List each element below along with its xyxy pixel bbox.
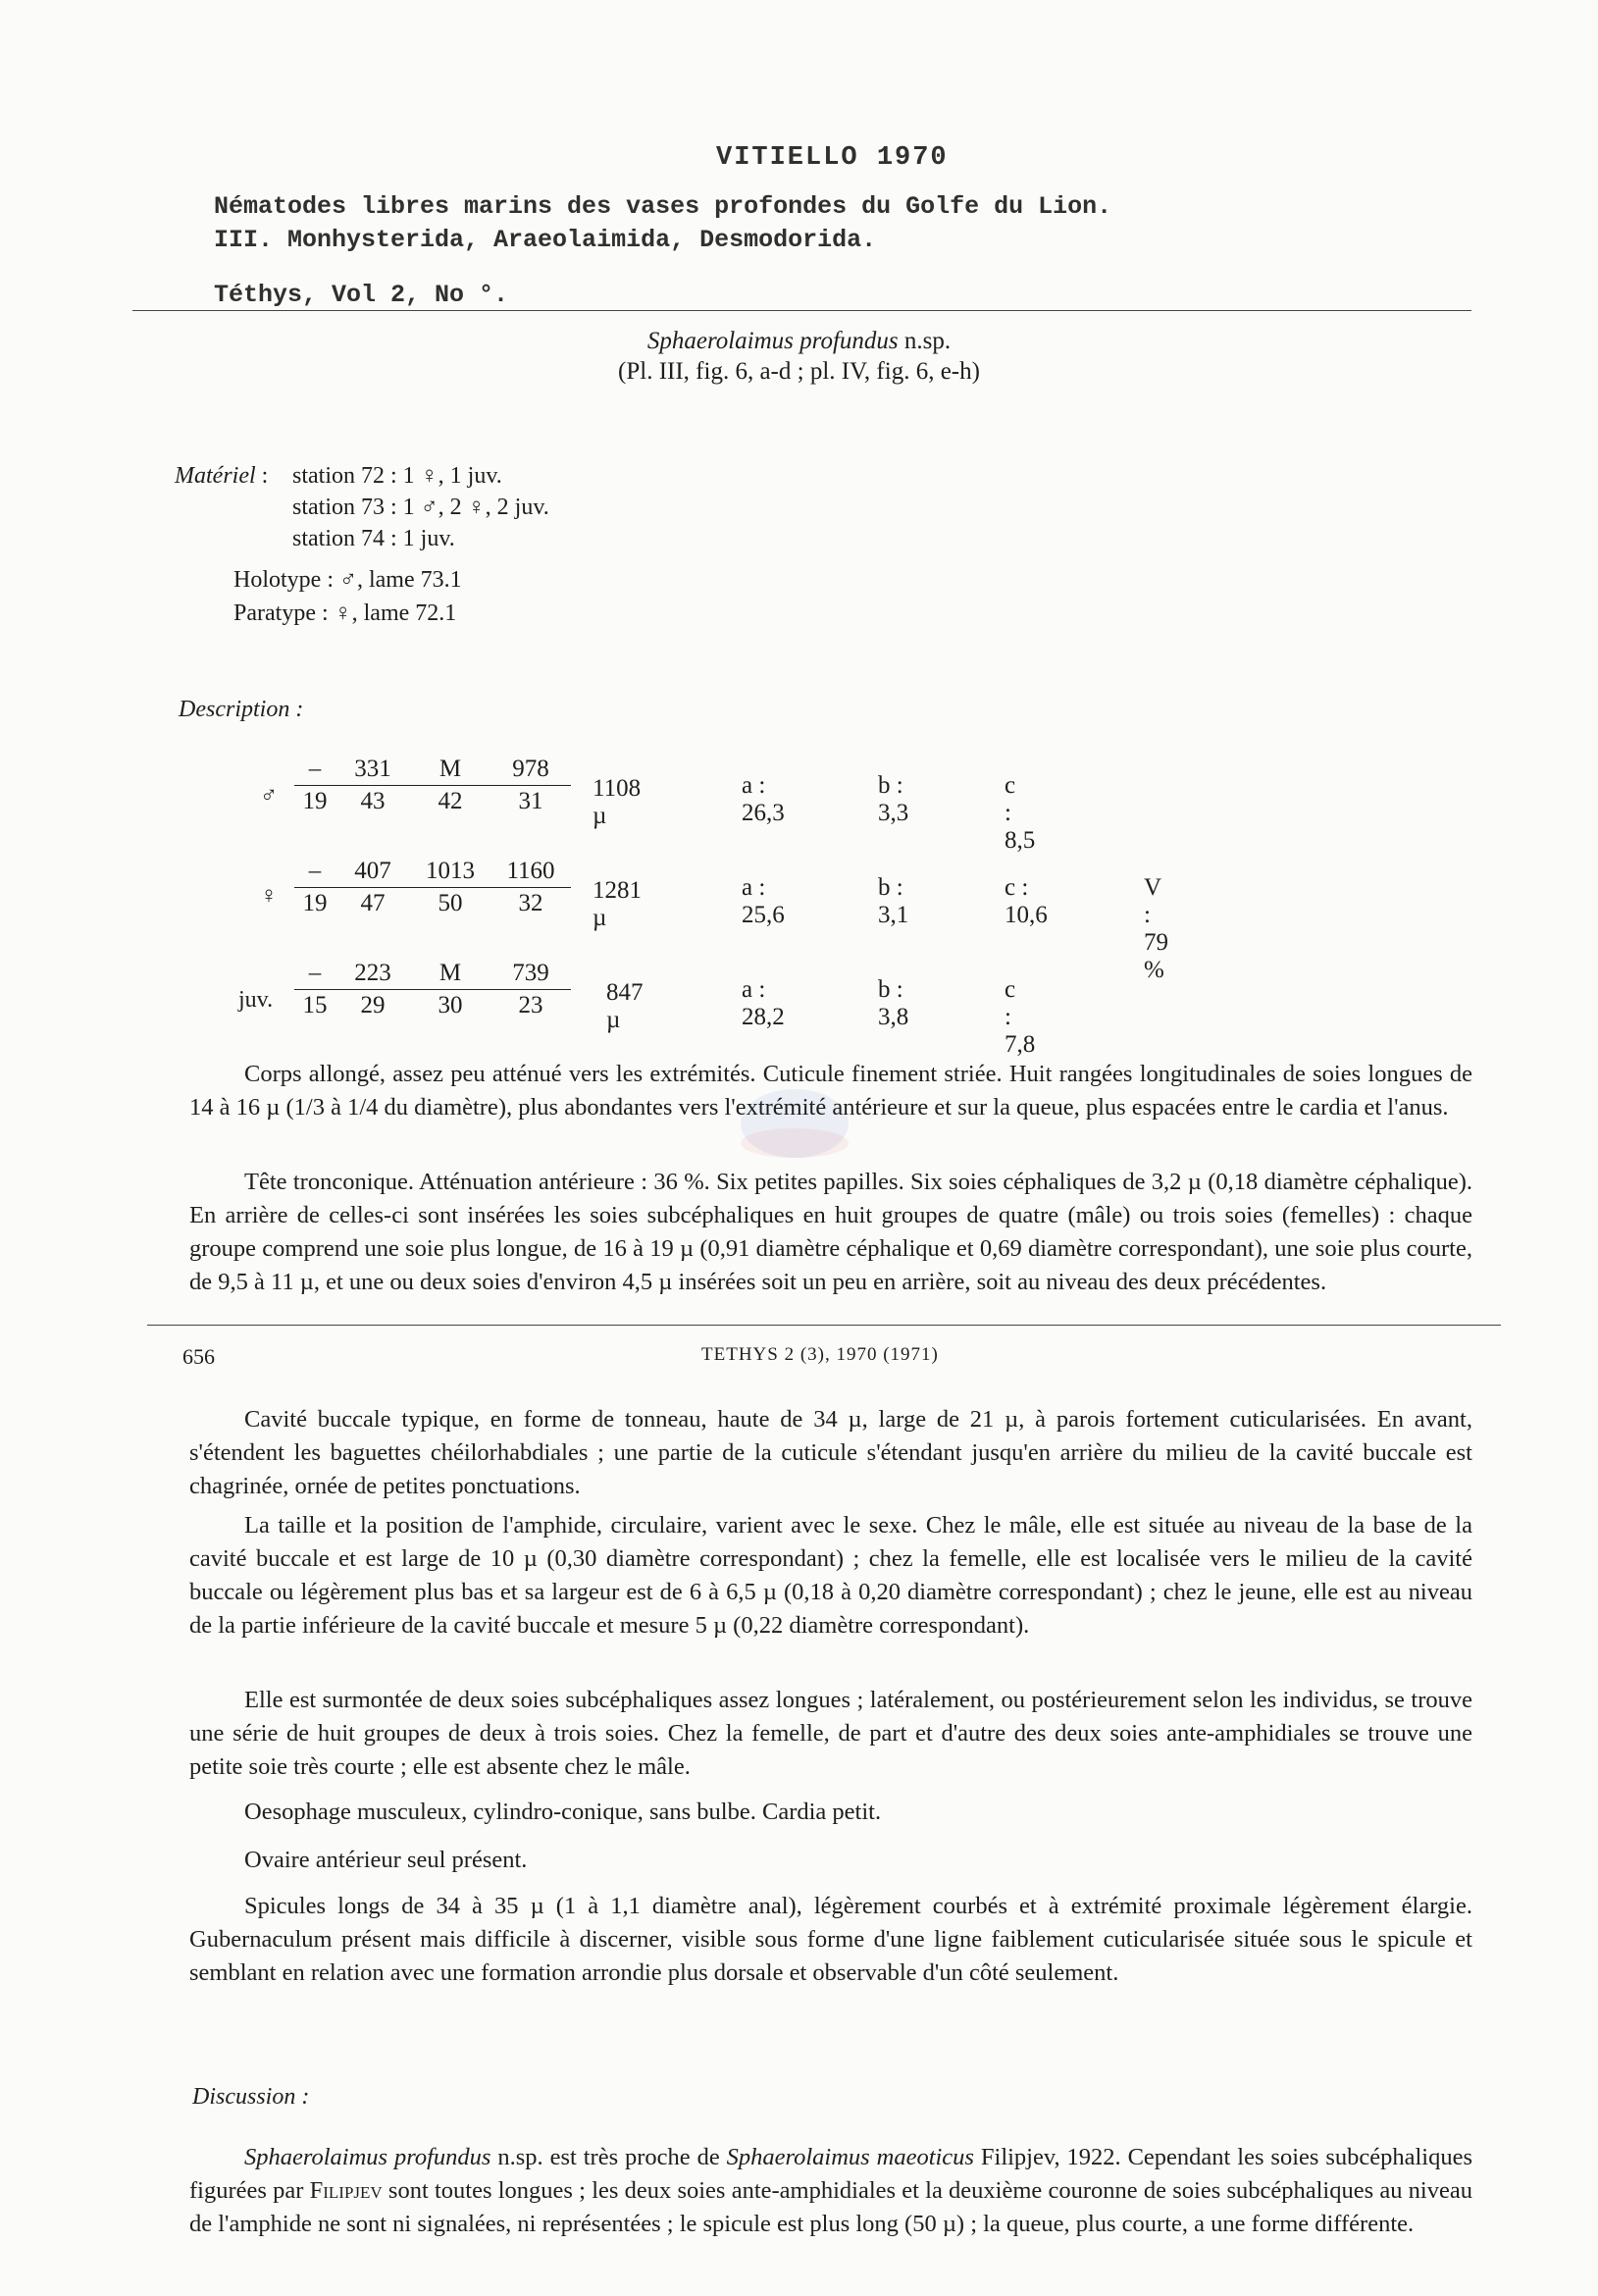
formula-value: 223 bbox=[354, 960, 391, 986]
header-rule bbox=[132, 310, 1471, 311]
author-year: VITIELLO 1970 bbox=[716, 143, 949, 173]
formula-value: 19 bbox=[302, 788, 328, 814]
ratio-v: V : 79 % bbox=[1144, 874, 1168, 983]
article-title-line-1: Nématodes libres marins des vases profondes du Golfe du Lion. bbox=[214, 192, 1112, 221]
formula-value: 47 bbox=[360, 890, 386, 916]
paragraph-head-description: Tête tronconique. Atténuation antérieure : 36 %. Six petites papilles. Six soies céphaliques de 3,2 µ (0,18 diamètre céphalique). En arrière de celles-ci sont insérées les soies subcéphaliques en huit groupes de quatre (mâle) ou trois soies (femelles) : chaque groupe comprend une soie plus longue, de 16 à 19 µ (0,91 diamètre céphalique et 0,69 diamètre correspondant), une soie plus courte, de 9,5 à 11 µ, et une ou deux soies d'environ 4,5 µ insérées soit un peu en arrière, soit au niveau des deux précédentes. bbox=[189, 1169, 1472, 1295]
formula-value: 407 bbox=[354, 858, 391, 884]
formula-value: 31 bbox=[518, 788, 543, 814]
station-72: station 72 : 1 ♀, 1 juv. bbox=[292, 463, 502, 489]
formula-value: M bbox=[438, 756, 462, 782]
ratio-c: c : 8,5 bbox=[1005, 772, 1036, 854]
formula-value: 42 bbox=[438, 788, 463, 814]
paragraph-setae: Elle est surmontée de deux soies subcéphaliques assez longues ; latéralement, ou postérieurement selon les individus, se trouve une série de huit groupes de deux à trois soies. Chez la femelle, de part et d'autre des deux soies ante-amphidiales se trouve une petite soie très courte ; elle est absente chez le mâle. bbox=[189, 1687, 1472, 1780]
station-73: station 73 : 1 ♂, 2 ♀, 2 juv. bbox=[292, 495, 549, 520]
formula-value: 19 bbox=[302, 890, 328, 916]
paragraph-spicules: Spicules longs de 34 à 35 µ (1 à 1,1 diamètre anal), légèrement courbés et à extrémité proximale légèrement élargie. Gubernaculum présent mais difficile à discerner, visible sous forme d'une ligne faiblement cuticularisée située sous le spicule et semblant en relation avec une formation arrondie plus dorsale et observable d'un côté seulement. bbox=[189, 1893, 1472, 1986]
formula-value: – bbox=[308, 858, 322, 884]
formula-value: M bbox=[438, 960, 462, 986]
formula-value: 30 bbox=[438, 992, 463, 1018]
formula-value: 15 bbox=[302, 992, 328, 1018]
formula-value: – bbox=[308, 960, 322, 986]
formula-value: 32 bbox=[518, 890, 543, 916]
formula-value: 978 bbox=[512, 756, 549, 782]
description-label: Description : bbox=[179, 697, 304, 722]
sex-symbol: juv. bbox=[238, 987, 274, 1013]
ratio-a: a : 26,3 bbox=[742, 772, 785, 826]
body-length: 847 µ bbox=[606, 979, 644, 1033]
discussion-label: Discussion : bbox=[192, 2084, 310, 2110]
formula-value: 1013 bbox=[426, 858, 475, 884]
formula-value: 43 bbox=[360, 788, 386, 814]
formula-value: – bbox=[308, 756, 322, 782]
de-man-formula bbox=[294, 960, 571, 1019]
page-number: 656 bbox=[182, 1344, 215, 1369]
formula-value: 29 bbox=[360, 992, 386, 1018]
holotype: Holotype : ♂, lame 73.1 bbox=[233, 567, 462, 593]
ratio-b: b : 3,1 bbox=[878, 874, 909, 928]
ratio-a: a : 25,6 bbox=[742, 874, 785, 928]
page-break-rule bbox=[147, 1325, 1501, 1326]
de-man-formula bbox=[294, 756, 571, 815]
materiel-label: Matériel : bbox=[175, 463, 269, 489]
formula-value: 23 bbox=[518, 992, 543, 1018]
running-head: TETHYS 2 (3), 1970 (1971) bbox=[701, 1344, 939, 1365]
sex-symbol: ♀ bbox=[260, 883, 278, 909]
species-name: Sphaerolaimus profundus bbox=[646, 328, 899, 354]
ratio-b: b : 3,8 bbox=[878, 976, 909, 1030]
ratio-c: c : 10,6 bbox=[1005, 874, 1048, 928]
article-title-line-2: III. Monhysterida, Araeolaimida, Desmodorida. bbox=[214, 226, 877, 254]
paragraph-amphid: La taille et la position de l'amphide, circulaire, varient avec le sexe. Chez le mâle, elle est située au niveau de la base de la cavité buccale et est large de 10 µ (0,30 diamètre correspondant) ; chez la femelle, elle est localisée vers le milieu de la cavité buccale ou légèrement plus bas et sa largeur est de 6 à 6,5 µ (0,18 à 0,20 diamètre correspondant) ; chez le jeune, elle est au niveau de la partie inférieure de la cavité buccale et mesure 5 µ (0,22 diamètre correspondant). bbox=[189, 1512, 1472, 1639]
station-74: station 74 : 1 juv. bbox=[292, 526, 455, 551]
paragraph-discussion: Sphaerolaimus profundus n.sp. est très proche de Sphaerolaimus maeoticus Filipjev, 1922. Cependant les soies subcéphaliques figurées par Filipjev sont toutes longues ; les deux soies ante-amphidiales et la deuxième couronne de soies subcéphaliques au niveau de l'amphide ne sont ni signalées, ni représentées ; le spicule est plus long (50 µ) ; la queue, plus courte, a une forme différente. bbox=[189, 2144, 1472, 2237]
formula-value: 739 bbox=[512, 960, 549, 986]
paratype: Paratype : ♀, lame 72.1 bbox=[233, 600, 457, 626]
species-suffix: n.sp. bbox=[898, 328, 952, 354]
paragraph-body-description: Corps allongé, assez peu atténué vers les extrémités. Cuticule finement striée. Huit rangées longitudinales de soies longues de 14 à 16 µ (1/3 à 1/4 du diamètre), plus abondantes vers l'extrémité antérieure et sur la queue, plus espacées entre le cardia et l'anus. bbox=[189, 1061, 1472, 1121]
body-length: 1108 µ bbox=[593, 775, 642, 829]
ratio-b: b : 3,3 bbox=[878, 772, 909, 826]
plate-reference: (Pl. III, fig. 6, a-d ; pl. IV, fig. 6, e-h) bbox=[618, 358, 980, 385]
de-man-formula bbox=[294, 858, 571, 917]
body-length: 1281 µ bbox=[593, 877, 642, 931]
paragraph-oesophagus: Oesophage musculeux, cylindro-conique, sans bulbe. Cardia petit. bbox=[244, 1799, 882, 1825]
ratio-a: a : 28,2 bbox=[742, 976, 785, 1030]
sex-symbol: ♂ bbox=[260, 783, 278, 809]
paragraph-buccal-cavity: Cavité buccale typique, en forme de tonneau, haute de 34 µ, large de 21 µ, à parois fortement cuticularisées. En avant, s'étendent les baguettes chéilorhabdiales ; une partie de la cuticule s'étendant jusqu'en arrière du milieu de la cavité buccale est chagrinée, ornée de petites ponctuations. bbox=[189, 1406, 1472, 1499]
faint-stamp bbox=[741, 1128, 849, 1158]
ratio-c: c : 7,8 bbox=[1005, 976, 1036, 1058]
formula-value: 331 bbox=[354, 756, 391, 782]
formula-value: 50 bbox=[438, 890, 463, 916]
species-heading bbox=[0, 328, 1598, 355]
formula-value: 1160 bbox=[506, 858, 555, 884]
paragraph-ovary: Ovaire antérieur seul présent. bbox=[244, 1847, 528, 1873]
journal-reference: Téthys, Vol 2, No °. bbox=[214, 281, 509, 309]
